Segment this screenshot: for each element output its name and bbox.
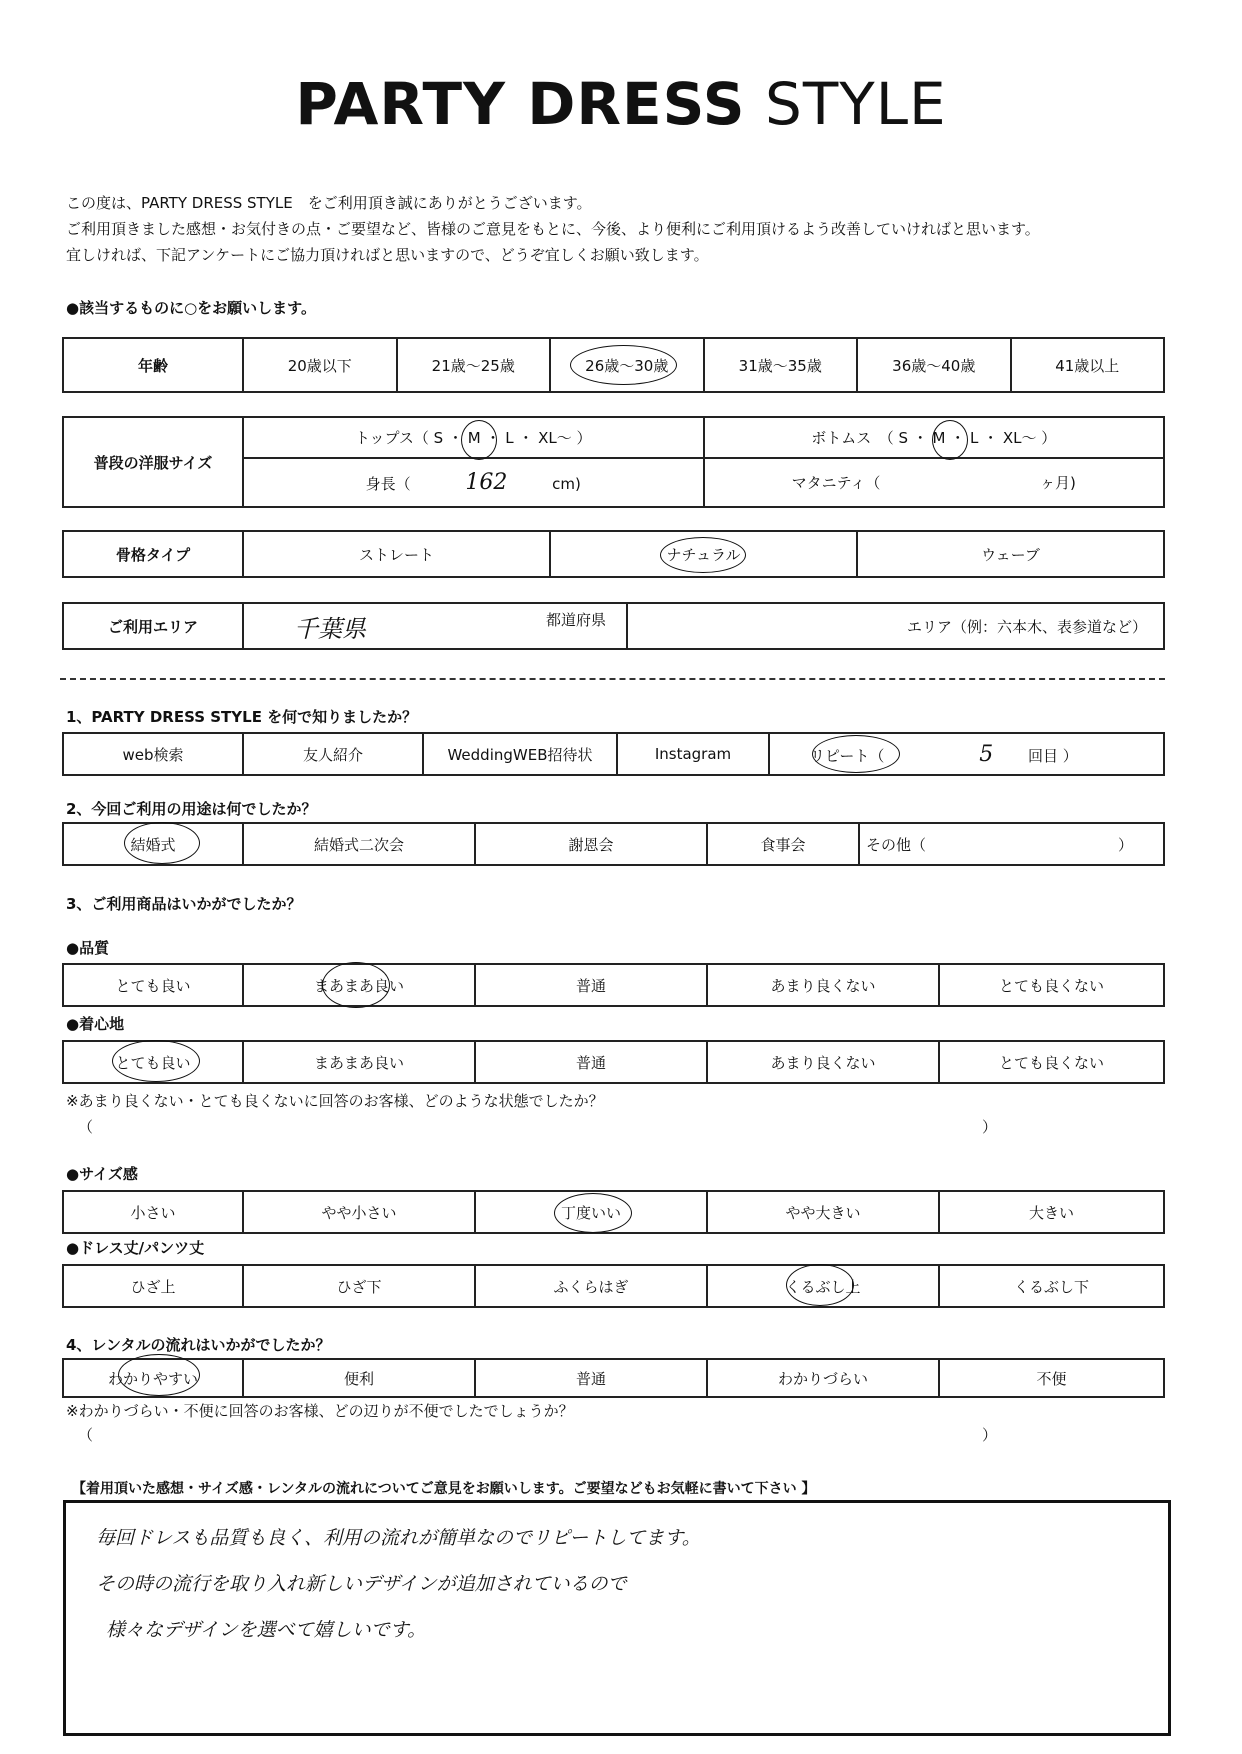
age-option[interactable]: 31歳～35歳 bbox=[704, 338, 858, 392]
age-option[interactable]: 20歳以下 bbox=[243, 338, 397, 392]
instruction: ●該当するものに○をお願いします。 bbox=[66, 299, 316, 317]
divider bbox=[60, 678, 1165, 680]
comfort-option[interactable]: とても良くない bbox=[939, 1041, 1164, 1083]
q2-other[interactable] bbox=[859, 823, 1164, 865]
selection-circle bbox=[322, 962, 390, 1008]
quality-option[interactable]: あまり良くない bbox=[707, 964, 939, 1006]
height-label: 身長（ bbox=[365, 475, 411, 494]
tops-size[interactable]: トップス（ S ・ M ・ L ・ XL～ ） bbox=[243, 417, 704, 458]
q4-option[interactable]: わかりやすい bbox=[63, 1359, 243, 1397]
quality-label: ●品質 bbox=[66, 939, 110, 957]
repeat-unit: 回目 ） bbox=[1027, 746, 1078, 765]
bone-option[interactable]: ストレート bbox=[243, 531, 550, 577]
q2-title: 2、今回ご利用の用途は何でしたか？ bbox=[66, 800, 317, 818]
size-label: 普段の洋服サイズ bbox=[63, 417, 243, 507]
size-table bbox=[62, 416, 1165, 508]
age-option[interactable]: 26歳～30歳 bbox=[550, 338, 704, 392]
comments-title: 【着用頂いた感想・サイズ感・レンタルの流れについてご意見をお願いします。ご要望などもお気軽に書いて下さい 】 bbox=[72, 1481, 816, 1497]
prefecture-label: 都道府県 bbox=[545, 610, 606, 629]
selection-circle bbox=[932, 420, 968, 460]
maternity-unit: ヶ月) bbox=[1040, 474, 1076, 493]
q4-option[interactable]: 便利 bbox=[243, 1359, 475, 1397]
comments-box[interactable] bbox=[63, 1500, 1171, 1736]
bone-label: 骨格タイプ bbox=[63, 531, 243, 577]
prefecture-value: 千葉県 bbox=[294, 614, 366, 643]
q2-option[interactable]: 謝恩会 bbox=[475, 823, 707, 865]
height-unit: cm) bbox=[552, 475, 581, 494]
brand-logo bbox=[0, 70, 1242, 138]
fit-option[interactable]: 丁度いい bbox=[475, 1191, 707, 1233]
length-option[interactable]: ひざ下 bbox=[243, 1265, 475, 1307]
quality-option[interactable]: 普通 bbox=[475, 964, 707, 1006]
q4-paren-open: （ bbox=[78, 1426, 94, 1444]
comfort-option[interactable]: 普通 bbox=[475, 1041, 707, 1083]
q1-table bbox=[62, 732, 1165, 776]
area-label: ご利用エリア bbox=[63, 603, 243, 649]
fit-option[interactable]: 小さい bbox=[63, 1191, 243, 1233]
length-label: ●ドレス丈/パンツ丈 bbox=[66, 1239, 205, 1257]
comfort-option[interactable]: あまり良くない bbox=[707, 1041, 939, 1083]
logo-bold: PARTY DRESS bbox=[295, 70, 746, 138]
fit-option[interactable]: やや小さい bbox=[243, 1191, 475, 1233]
q2-option[interactable]: 食事会 bbox=[707, 823, 859, 865]
q4-option[interactable]: 普通 bbox=[475, 1359, 707, 1397]
q4-table bbox=[62, 1358, 1165, 1398]
age-option[interactable]: 36歳～40歳 bbox=[857, 338, 1011, 392]
quality-option[interactable]: まあまあ良い bbox=[243, 964, 475, 1006]
length-option[interactable]: ひざ上 bbox=[63, 1265, 243, 1307]
age-option[interactable]: 41歳以上 bbox=[1011, 338, 1165, 392]
comment-line: その時の流行を取り入れ新しいデザインが追加されているので bbox=[96, 1573, 627, 1595]
bottoms-size[interactable]: ボトムス （ S ・ M ・ L ・ XL～ ） bbox=[704, 417, 1165, 458]
q1-option[interactable]: 友人紹介 bbox=[243, 733, 423, 775]
intro-line: この度は、PARTY DRESS STYLE をご利用頂き誠にありがとうございます。 bbox=[66, 194, 592, 212]
logo-light: STYLE bbox=[765, 70, 947, 138]
q2-table bbox=[62, 822, 1165, 866]
q4-paren-close: ） bbox=[982, 1426, 998, 1444]
age-label: 年齢 bbox=[63, 338, 243, 392]
q1-option[interactable]: WeddingWEB招待状 bbox=[423, 733, 617, 775]
q4-note: ※わかりづらい・不便に回答のお客様、どの辺りが不便でしたでしょうか？ bbox=[66, 1402, 574, 1420]
intro-text bbox=[66, 190, 1040, 268]
q4-title: 4、レンタルの流れはいかがでしたか？ bbox=[66, 1336, 331, 1354]
area-table bbox=[62, 602, 1165, 650]
selection-circle bbox=[112, 1040, 200, 1082]
q1-option[interactable]: web検索 bbox=[63, 733, 243, 775]
bone-option[interactable]: ナチュラル bbox=[550, 531, 857, 577]
q1-title: 1、PARTY DRESS STYLE を何で知りましたか？ bbox=[66, 708, 418, 726]
comfort-option[interactable]: とても良い bbox=[63, 1041, 243, 1083]
other-label: その他（ bbox=[866, 835, 927, 854]
comfort-table bbox=[62, 1040, 1165, 1084]
fit-option[interactable]: やや大きい bbox=[707, 1191, 939, 1233]
selection-circle bbox=[570, 345, 677, 385]
selection-circle bbox=[118, 1354, 200, 1396]
age-option[interactable]: 21歳～25歳 bbox=[397, 338, 551, 392]
comment-line: 毎回ドレスも品質も良く、利用の流れが簡単なのでリピートしてます。 bbox=[96, 1527, 701, 1549]
height-field[interactable] bbox=[243, 458, 704, 507]
bone-option[interactable]: ウェーブ bbox=[857, 531, 1164, 577]
q2-option[interactable]: 結婚式 bbox=[63, 823, 243, 865]
height-value: 162 bbox=[465, 470, 508, 496]
prefecture-field[interactable] bbox=[243, 603, 627, 649]
comfort-paren-close: ） bbox=[982, 1118, 998, 1136]
q3-title: 3、ご利用商品はいかがでしたか？ bbox=[66, 895, 302, 913]
comfort-note: ※あまり良くない・とても良くないに回答のお客様、どのような状態でしたか？ bbox=[66, 1092, 604, 1110]
intro-line: 宜しければ、下記アンケートにご協力頂ければと思いますので、どうぞ宜しくお願い致します。 bbox=[66, 246, 709, 264]
selection-circle bbox=[554, 1193, 632, 1233]
q4-option[interactable]: 不便 bbox=[939, 1359, 1164, 1397]
repeat-label: リピート（ bbox=[810, 746, 885, 765]
selection-circle bbox=[812, 735, 900, 773]
length-option[interactable]: くるぶし上 bbox=[707, 1265, 939, 1307]
maternity-label: マタニティ（ bbox=[791, 474, 881, 493]
q1-option[interactable]: Instagram bbox=[617, 733, 769, 775]
comfort-label: ●着心地 bbox=[66, 1015, 125, 1033]
intro-line: ご利用頂きました感想・お気付きの点・ご要望など、皆様のご意見をもとに、今後、より便利にご利用頂けるよう改善していければと思います。 bbox=[66, 220, 1040, 238]
maternity-field[interactable] bbox=[704, 458, 1165, 507]
length-table bbox=[62, 1264, 1165, 1308]
comment-line: 様々なデザインを選べて嬉しいです。 bbox=[106, 1619, 427, 1641]
comfort-option[interactable]: まあまあ良い bbox=[243, 1041, 475, 1083]
other-close: ） bbox=[1117, 835, 1133, 854]
q4-option[interactable]: わかりづらい bbox=[707, 1359, 939, 1397]
selection-circle bbox=[461, 420, 497, 460]
length-option[interactable]: くるぶし下 bbox=[939, 1265, 1164, 1307]
selection-circle bbox=[124, 822, 200, 864]
q2-option[interactable]: 結婚式二次会 bbox=[243, 823, 475, 865]
quality-option[interactable]: とても良い bbox=[63, 964, 243, 1006]
area-field[interactable] bbox=[627, 603, 1164, 649]
repeat-count: 5 bbox=[979, 741, 994, 767]
fit-label: ●サイズ感 bbox=[66, 1165, 138, 1183]
selection-circle bbox=[660, 537, 746, 573]
length-option[interactable]: ふくらはぎ bbox=[475, 1265, 707, 1307]
comfort-paren-open: （ bbox=[78, 1118, 94, 1136]
quality-table bbox=[62, 963, 1165, 1007]
area-example: エリア（例：六本木、表参道など） bbox=[906, 617, 1147, 636]
quality-option[interactable]: とても良くない bbox=[939, 964, 1164, 1006]
selection-circle bbox=[786, 1264, 854, 1306]
bone-table bbox=[62, 530, 1165, 578]
fit-option[interactable]: 大きい bbox=[939, 1191, 1164, 1233]
